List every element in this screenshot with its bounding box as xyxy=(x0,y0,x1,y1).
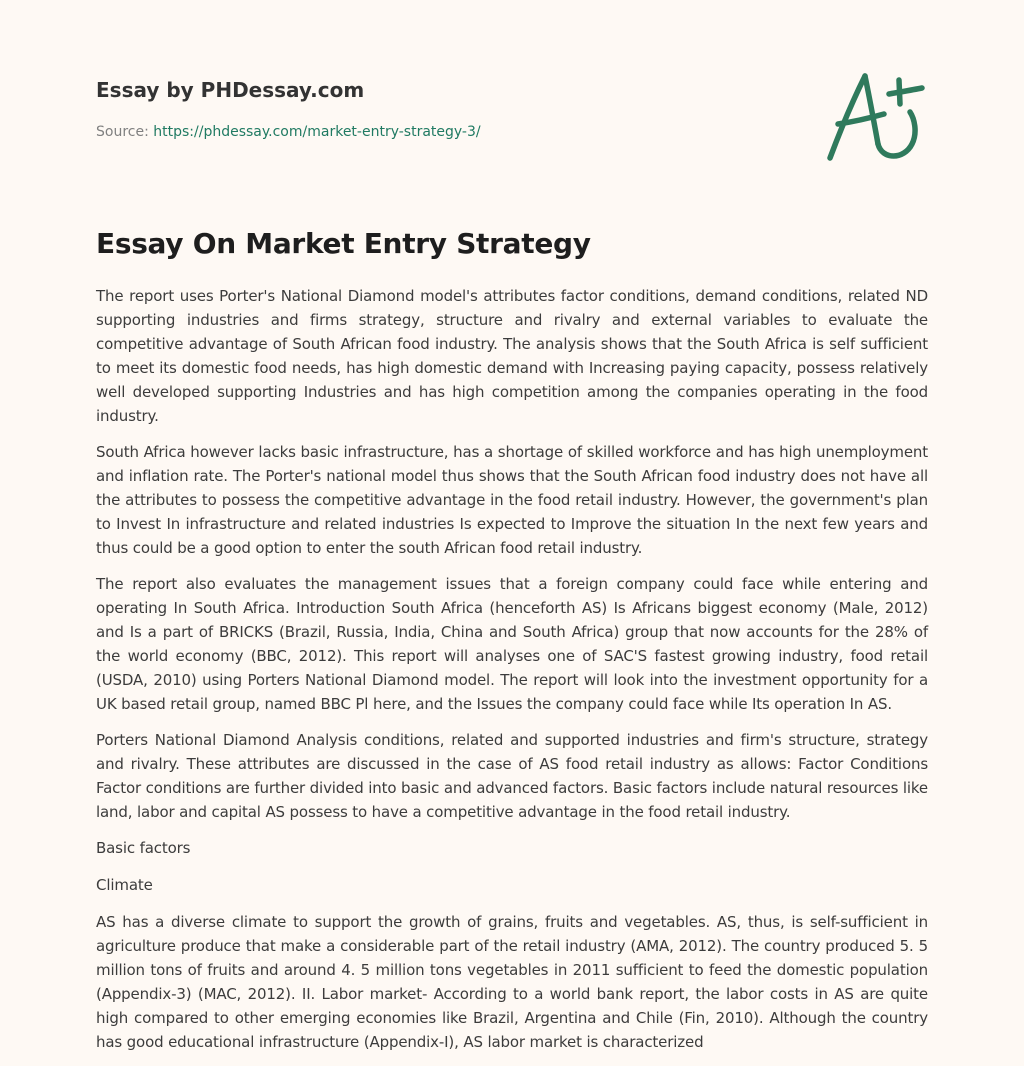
essay-paragraph: South Africa however lacks basic infrastructure, has a shortage of skilled workforce and has high unemployment and inflation rate. The Porter's national model thus shows that the South African food industry does not have all the attributes to possess the competitive advantage in the food retail industry. However, the government's plan to Invest In infrastructure and related industries Is expected to Improve the situation In the next few years and thus could be a good option to enter the south African food retail industry. xyxy=(96,443,928,557)
source-label: Source: xyxy=(96,124,154,140)
essay-title: Essay On Market Entry Strategy xyxy=(96,227,591,260)
essay-paragraph: The report uses Porter's National Diamond model's attributes factor conditions, demand conditions, related ND supporting industries and firms strategy, structure and rivalry and external variables to evaluate the competitive advantage of South African food industry. The analysis shows that the South Africa is self sufficient to meet its domestic food needs, has high domestic demand with Increasing paying capacity, possess relatively well developed supporting Industries and has high competition among the companies operating in the food industry. xyxy=(96,287,928,425)
source-line xyxy=(96,122,796,142)
essay-paragraph: The report also evaluates the management issues that a foreign company could face while entering and operating In South Africa. Introduction South Africa (henceforth AS) Is Africans biggest economy (Male, 2012) and Is a part of BRICKS (Brazil, Russia, India, China and South Africa) group that now accounts for the 28% of the world economy (BBC, 2012). This report will analyses one of SAC'S fastest growing industry, food retail (USDA, 2010) using Porters National Diamond model. The report will look into the investment opportunity for a UK based retail group, named BBC Pl here, and the Issues the company could face while Its operation In AS. xyxy=(96,575,928,713)
section-heading-basic-factors: Basic factors xyxy=(96,839,191,857)
essay-paragraph: Porters National Diamond Analysis conditions, related and supported industries and firm's structure, strategy and rivalry. These attributes are discussed in the case of AS food retail industry as allows: Factor Conditions Factor conditions are further divided into basic and advanced factors. Basic factors include natural resources like land, labor and capital AS possess to have a competitive advantage in the food retail industry. xyxy=(96,731,928,821)
brand-name: Essay by PHDessay.com xyxy=(96,78,365,102)
essay-paragraph: AS has a diverse climate to support the growth of grains, fruits and vegetables. AS, thus, is self-sufficient in agriculture produce that make a considerable part of the retail industry (AMA, 2012). The country produced 5. 5 million tons of fruits and around 4. 5 million tons vegetables in 2011 sufficient to feed the domestic population (Appendix-3) (MAC, 2012). II. Labor market- According to a world bank report, the labor costs in AS are quite high compared to other emerging economies like Brazil, Argentina and Chile (Fin, 2010). Although the country has good educational infrastructure (Appendix-I), AS labor market is characterized xyxy=(96,913,928,1051)
essay-body xyxy=(96,284,928,1066)
a-plus-grade-icon xyxy=(822,64,932,168)
section-heading-climate: Climate xyxy=(96,876,153,894)
source-link[interactable]: https://phdessay.com/market-entry-strategy-3/ xyxy=(153,124,481,140)
essay-header xyxy=(96,76,796,142)
